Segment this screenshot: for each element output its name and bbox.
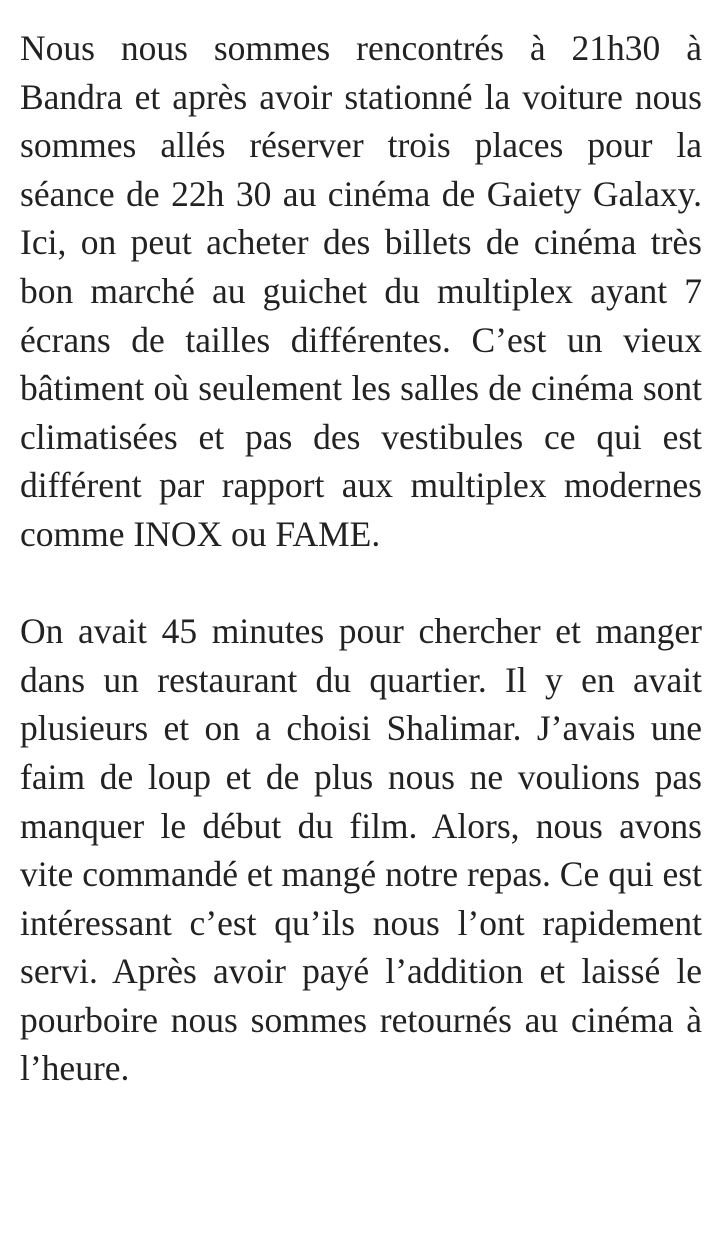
paragraph-2: On avait 45 minutes pour chercher et manger dans un restaurant du quartier. Il y en avait plusieurs et on a choisi Shalimar. J’avais une faim de loup et de plus nous ne voulions pas manquer le début du film. Alors, nous avons vite commandé et mangé notre repas. Ce qui est intéressant c’est qu’ils nous l’ont rapidement servi. Après avoir payé l’addition et laissé le pourboire nous sommes retournés au cinéma à l’heure. [20,611,702,1089]
article-body [20,24,702,1093]
paragraph-1: Nous nous sommes rencontrés à 21h30 à Bandra et après avoir stationné la voiture nous sommes allés réserver trois places pour la séance de 22h 30 au cinéma de Gaiety Galaxy. Ici, on peut acheter des billets de cinéma très bon marché au guichet du multiplex ayant 7 écrans de tailles différentes. C’est un vieux bâtiment où seulement les salles de cinéma sont climatisées et pas des vestibules ce qui est différent par rapport aux multiplex modernes comme INOX ou FAME. [20,28,702,554]
